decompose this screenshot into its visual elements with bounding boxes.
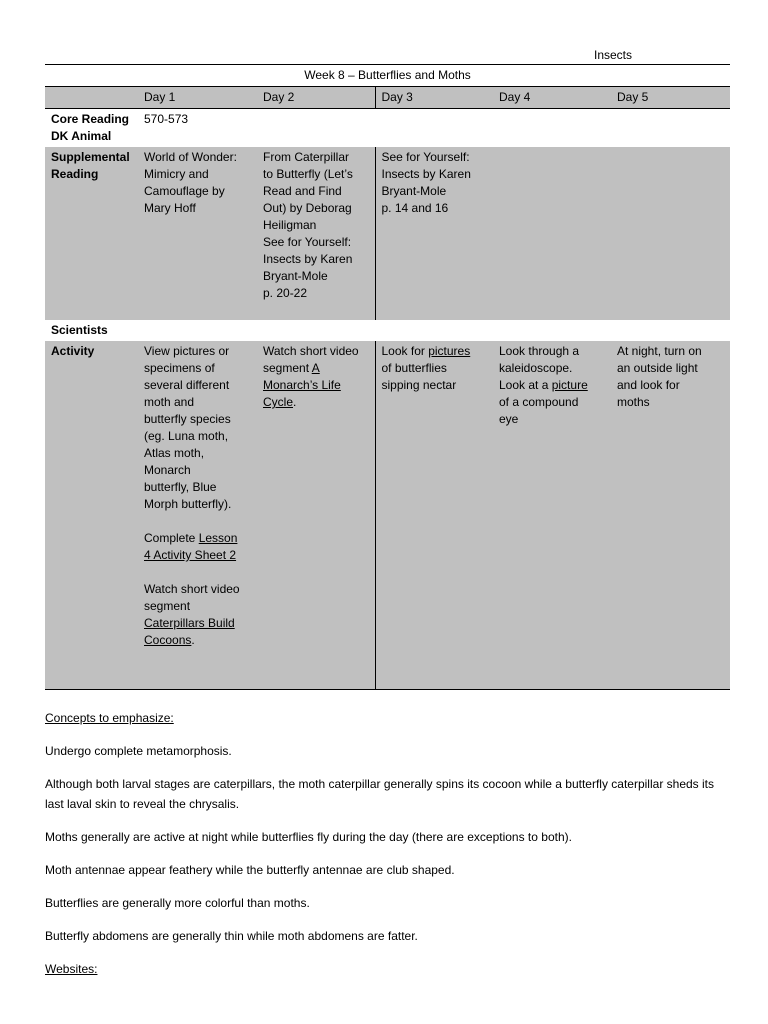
concept-item: Butterflies are generally more colorful than moths. (45, 896, 310, 910)
day-header-5: Day 5 (611, 87, 730, 109)
supplemental-day2: From Caterpillar to Butterfly (Let’s Read and Find Out) by Deborag Heiligman See for Yourself: Insects by Karen Bryant-Mole p. 20-22 (257, 147, 375, 320)
day-header-row (45, 87, 730, 109)
activity-day5: At night, turn on an outside light and look for moths (611, 341, 730, 689)
monarch-video-link[interactable]: A (311, 361, 320, 375)
header-empty-cell (45, 87, 138, 109)
scientists-row (45, 320, 730, 341)
compound-eye-picture-link[interactable]: picture (551, 378, 588, 392)
supplemental-day3: See for Yourself: Insects by Karen Bryant-Mole p. 14 and 16 (375, 147, 493, 320)
activity-day3: Look for pictures of butterflies sipping nectar (375, 341, 493, 689)
core-reading-row (45, 109, 730, 148)
day-header-3: Day 3 (375, 87, 493, 109)
day-header-2: Day 2 (257, 87, 375, 109)
day-header-4: Day 4 (493, 87, 611, 109)
activity-day4: Look through a kaleidoscope. Look at a picture of a compound eye (493, 341, 611, 689)
core-reading-day1: 570-573 (144, 112, 189, 126)
table-title: Week 8 – Butterflies and Moths (45, 65, 730, 87)
activity-row (45, 341, 730, 689)
butterfly-pictures-link[interactable]: pictures (428, 344, 471, 358)
concept-item: Moths generally are active at night while butterflies fly during the day (there are exceptions to both). (45, 830, 572, 844)
day-header-1: Day 1 (138, 87, 257, 109)
document-header-subject: Insects (594, 48, 633, 62)
caterpillars-video-link-cont[interactable]: Cocoons (144, 633, 192, 647)
activity-day1: View pictures or specimens of several different moth and butterfly species (eg. Luna moth, Atlas moth, Monarch butterfly, Blue Morph butterfly). Complete Lesson 4 Activity Sheet 2 Watch short video segment Caterpillars Build Cocoons. (138, 341, 257, 689)
activity-day2: Watch short video segment A Monarch’s Life Cycle. (257, 341, 375, 689)
concept-item: Butterfly abdomens are generally thin while moth abdomens are fatter. (45, 929, 418, 943)
supplemental-reading-label: Supplemental Reading (45, 147, 138, 320)
scientists-label: Scientists (51, 323, 108, 337)
caterpillars-video-link[interactable]: Caterpillars Build (144, 616, 235, 630)
lesson-activity-sheet-link-cont[interactable]: 4 Activity Sheet 2 (144, 548, 237, 562)
core-reading-label: Core Reading DK Animal (51, 112, 130, 143)
concept-item: Undergo complete metamorphosis. (45, 744, 232, 758)
websites-heading: Websites: (45, 962, 98, 976)
supplemental-reading-row (45, 147, 730, 320)
concept-item: Moth antennae appear feathery while the butterfly antennae are club shaped. (45, 863, 455, 877)
supplemental-day1: World of Wonder: Mimicry and Camouflage by Mary Hoff (138, 147, 257, 320)
concept-item: Although both larval stages are caterpillars, the moth caterpillar generally spins its cocoon while a butterfly caterpillar sheds its last laval skin to reveal the chrysalis. (45, 777, 714, 811)
activity-label: Activity (45, 341, 138, 689)
concepts-heading: Concepts to emphasize: (45, 711, 174, 725)
notes-section (45, 708, 735, 992)
monarch-video-link-cont[interactable]: Monarch’s Life (263, 378, 341, 392)
monarch-video-link-end[interactable]: Cycle (263, 395, 294, 409)
table-title-row (45, 65, 730, 87)
lesson-activity-sheet-link[interactable]: Lesson (198, 531, 238, 545)
lesson-plan-table (45, 64, 730, 690)
